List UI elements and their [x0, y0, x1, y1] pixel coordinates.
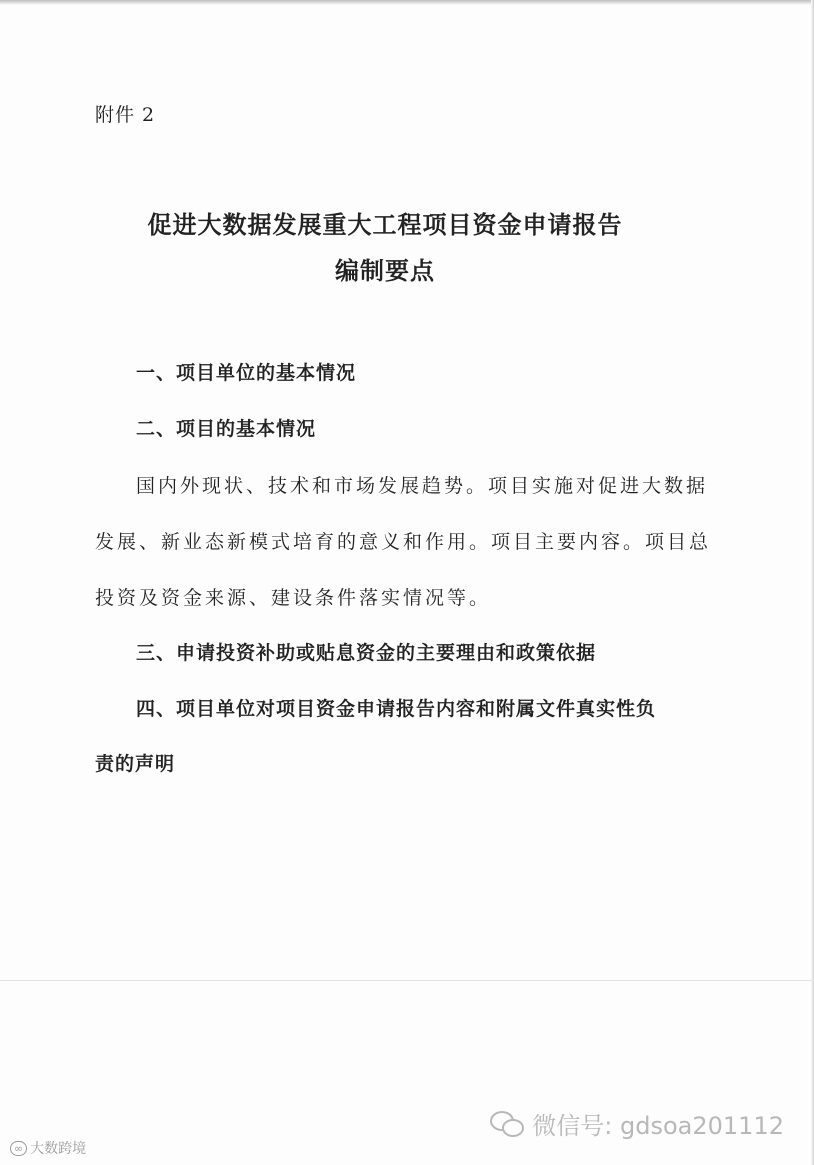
document-title: [100, 202, 670, 294]
section-heading-3: 三、申请投资补助或贴息资金的主要理由和政策依据: [136, 642, 597, 664]
paragraph-line-3: 投资及资金来源、建设条件落实情况等。: [95, 587, 492, 609]
wechat-watermark: [490, 1106, 784, 1141]
section-heading-4-continued: 责的声明: [95, 753, 176, 775]
wechat-icon: [490, 1111, 524, 1137]
logo-text: 大数跨境: [30, 1141, 87, 1157]
fold-line: [0, 980, 814, 981]
paragraph-line-2: 发展、新业态新模式培育的意义和作用。项目主要内容。项目总: [95, 531, 712, 553]
section-heading-1: 一、项目单位的基本情况: [136, 362, 357, 384]
attachment-label: 附件 2: [95, 104, 156, 126]
section-heading-4: 四、项目单位对项目资金申请报告内容和附属文件真实性负: [136, 698, 657, 720]
logo-mark-icon: ∞: [10, 1141, 27, 1156]
source-logo: [10, 1138, 86, 1158]
paragraph-line-1: 国内外现状、技术和市场发展趋势。项目实施对促进大数据: [136, 475, 709, 497]
title-line-1: 促进大数据发展重大工程项目资金申请报告: [147, 211, 623, 239]
scan-edge-top: [0, 0, 814, 5]
section-heading-2: 二、项目的基本情况: [136, 418, 317, 440]
title-line-2: 编制要点: [335, 257, 435, 285]
watermark-text: 微信号: gdsoa201112: [532, 1112, 784, 1140]
